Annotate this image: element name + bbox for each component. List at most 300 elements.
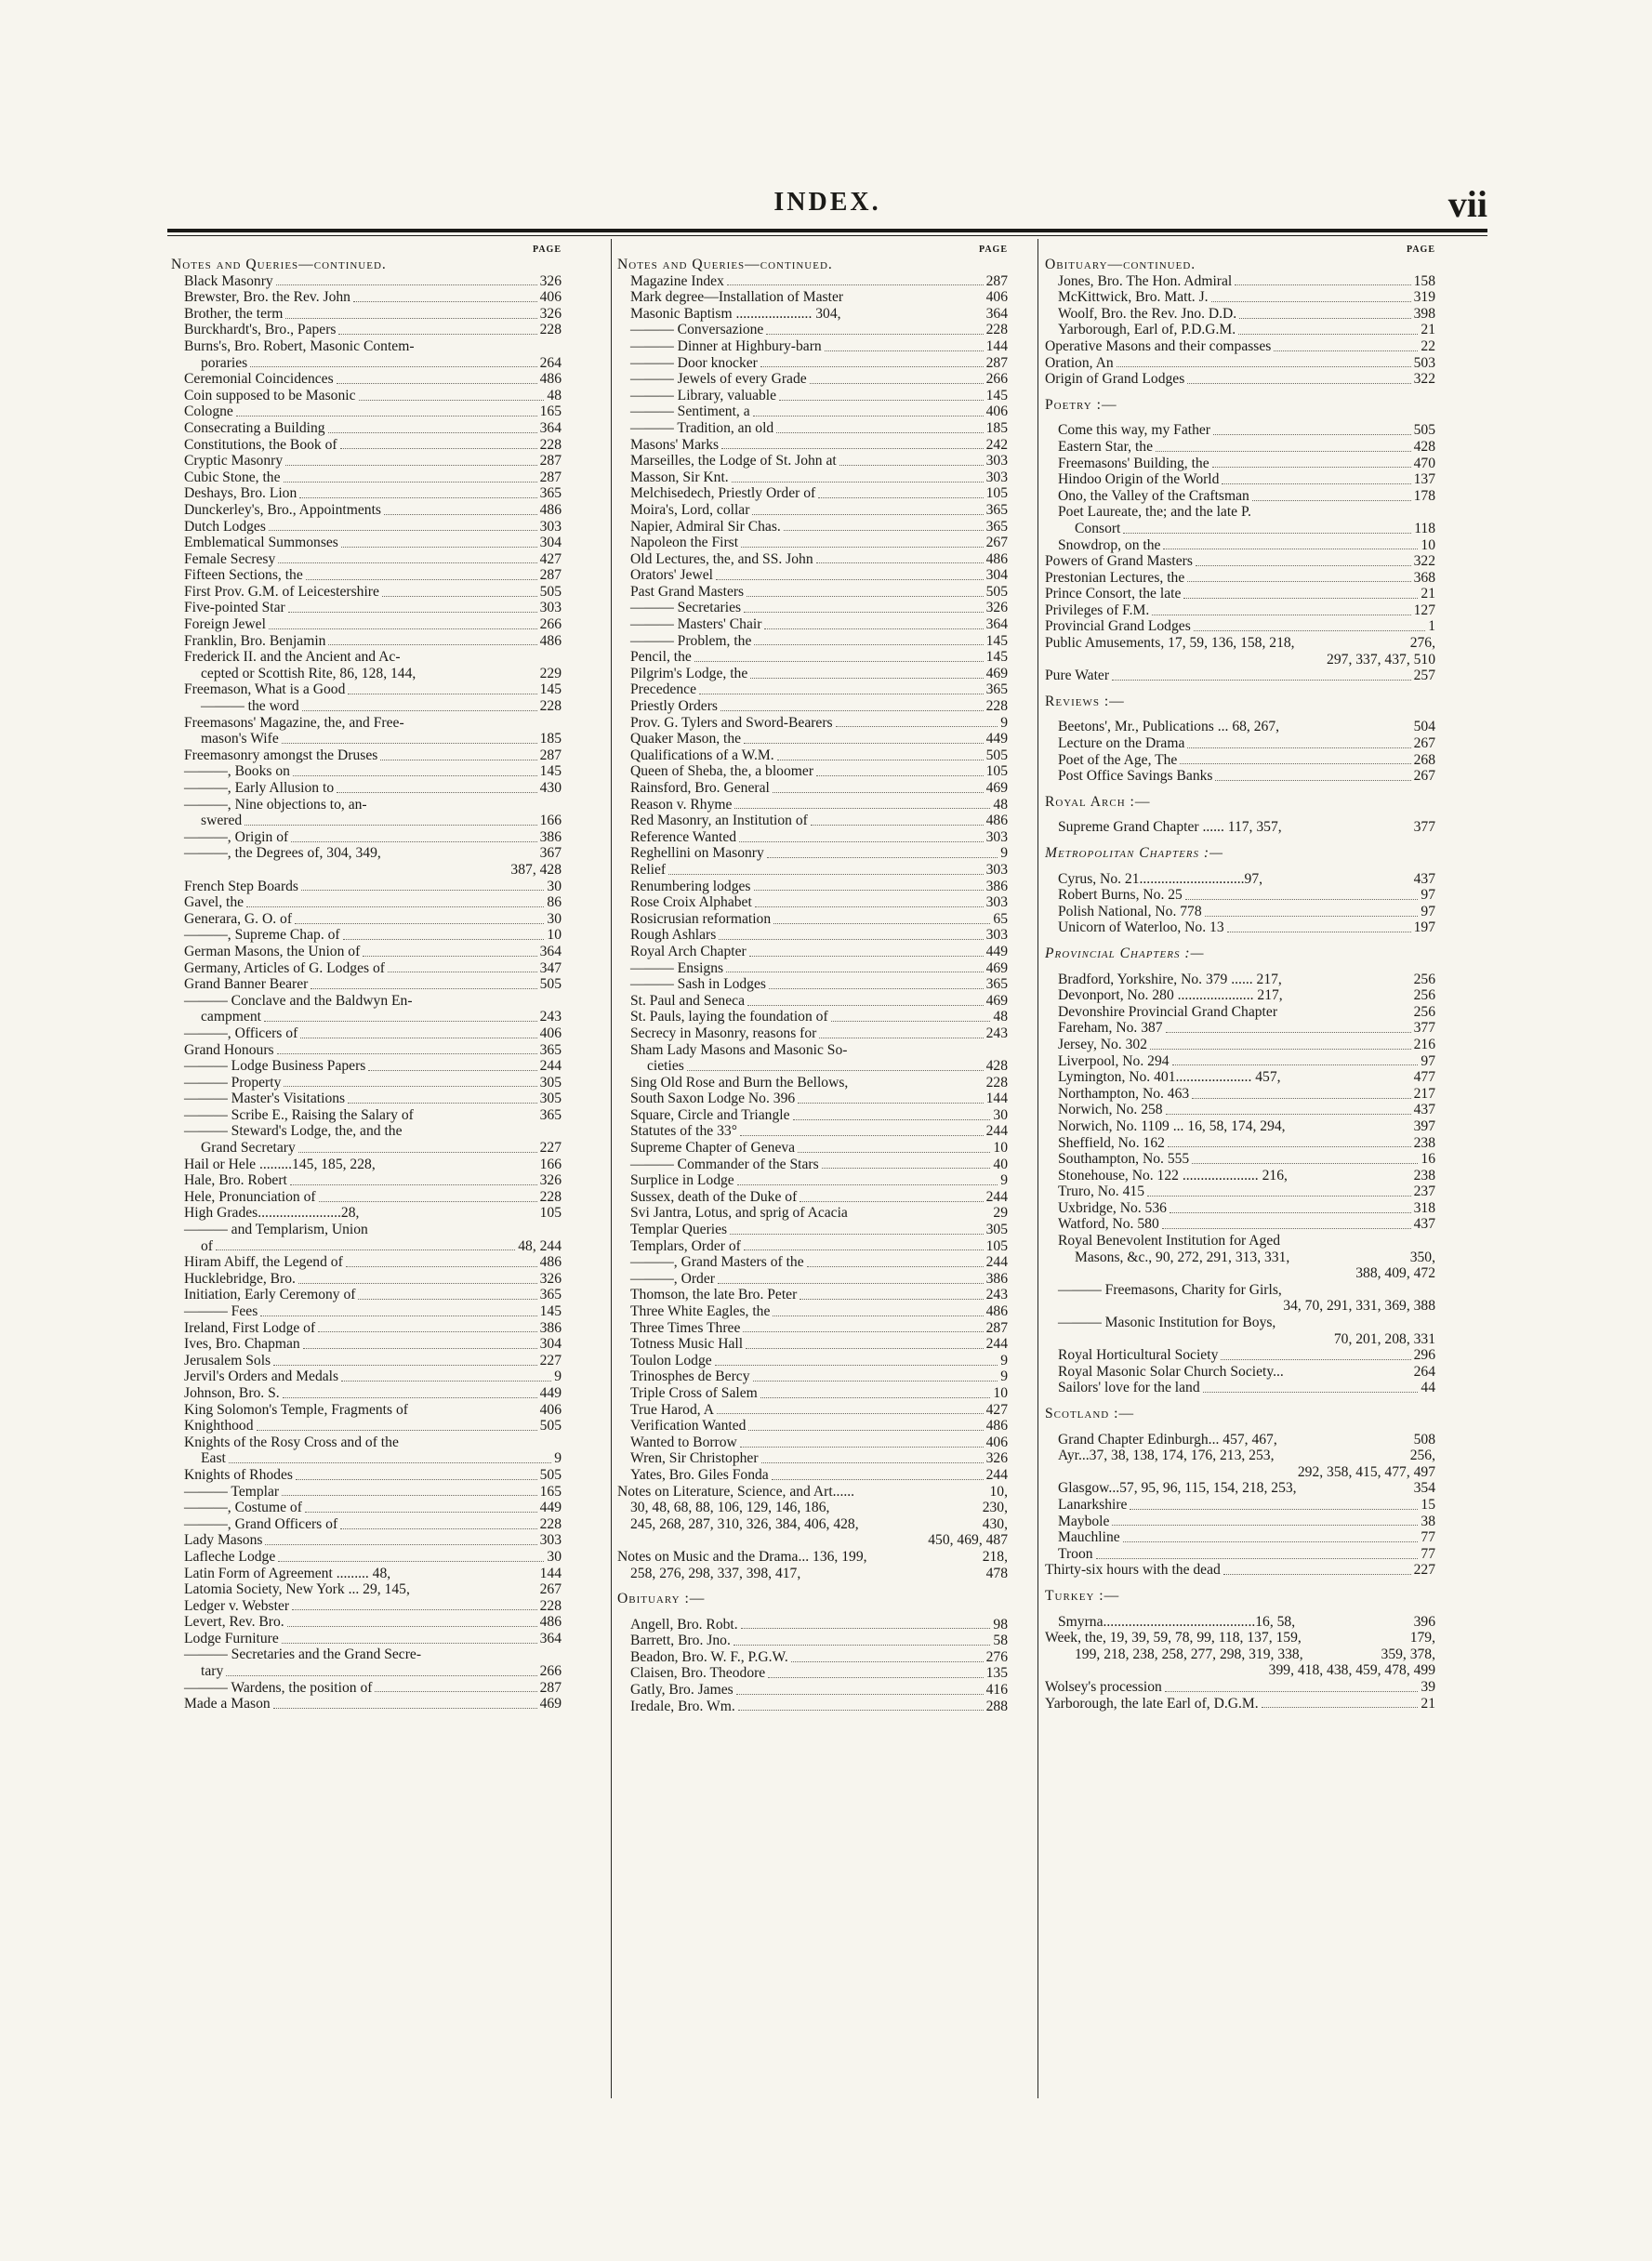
index-entry (171, 1336, 562, 1353)
entry-page-ref: 145 (539, 763, 562, 780)
entry-text: Supreme Grand Chapter ...... 117, 357, (1058, 819, 1282, 836)
index-entry (1045, 1546, 1435, 1563)
dot-leader (413, 1585, 537, 1593)
index-entry (617, 502, 1008, 519)
index-entry (1045, 570, 1435, 587)
index-entry (171, 780, 562, 797)
entry-text: Freemasonry amongst the Druses (184, 747, 378, 763)
entry-text: Deshays, Bro. Lion (184, 485, 297, 502)
dot-leader (1282, 723, 1411, 732)
entry-text: ———, Grand Officers of (184, 1515, 338, 1532)
entry-text: Three White Eagles, the (630, 1303, 771, 1319)
entry-page-ref: 216 (1413, 1036, 1435, 1052)
entry-page-ref: 350, (1409, 1249, 1435, 1265)
dot-leader (767, 849, 998, 858)
dot-leader (302, 702, 537, 711)
entry-text: Lecture on the Drama (1058, 735, 1185, 752)
entry-text: Northampton, No. 463 (1058, 1085, 1190, 1102)
dot-leader (311, 980, 536, 989)
entry-page-ref: 97 (1421, 1052, 1435, 1069)
index-entry (1045, 1331, 1435, 1348)
index-entry (617, 1189, 1008, 1206)
entry-page-ref: 268 (1413, 751, 1435, 768)
entry-text: Operative Masons and their compasses (1045, 337, 1272, 354)
entry-text: Toulon Lodge (630, 1352, 712, 1368)
dot-leader (1166, 1024, 1411, 1033)
entry-text: Freemasons' Magazine, the, and Free- (184, 714, 404, 731)
entry-text: ——— Lodge Business Papers (184, 1058, 366, 1075)
dot-leader (844, 310, 984, 318)
entry-text: Hale, Bro. Robert (184, 1172, 287, 1189)
index-entry (171, 1385, 562, 1402)
entry-page-ref: 9 (554, 1368, 562, 1385)
dot-leader (282, 1634, 537, 1644)
entry-text: Reghellini on Masonry (630, 845, 764, 862)
index-entry (1045, 735, 1435, 752)
entry-page-ref: 469 (539, 1696, 562, 1712)
entry-page-ref: 21 (1421, 586, 1435, 602)
index-column-1 (171, 244, 562, 1712)
entry-page-ref: 218, (982, 1548, 1008, 1565)
entry-text: Supreme Chapter of Geneva (630, 1140, 796, 1157)
index-entry (1045, 752, 1435, 769)
index-entry (617, 1287, 1008, 1303)
entry-page-ref: 287 (539, 1679, 562, 1696)
entry-page-ref: 303 (985, 453, 1008, 469)
entry-page-ref: 97 (1421, 887, 1435, 904)
entry-page-ref: 469 (985, 992, 1008, 1009)
entry-text: Eastern Star, the (1058, 438, 1153, 455)
entry-text: Yarborough, the late Earl of, D.G.M. (1045, 1695, 1259, 1712)
spacer (1045, 1579, 1435, 1588)
spacer (1045, 684, 1435, 694)
dot-leader (740, 1438, 984, 1448)
index-entry (171, 519, 562, 536)
entry-text: ——— Masonic Institution for Boys, (1058, 1315, 1276, 1331)
index-entry (617, 338, 1008, 355)
dot-leader (1304, 1633, 1408, 1642)
entry-text: Mauchline (1058, 1529, 1120, 1546)
entry-text: Brewster, Bro. the Rev. John (184, 289, 350, 306)
entry-page-ref: 508 (1413, 1431, 1435, 1448)
entry-page-ref: 256, (1409, 1448, 1435, 1464)
entry-text: Claisen, Bro. Theodore (630, 1665, 766, 1682)
entry-page-ref: 305 (539, 1074, 562, 1091)
index-entry (1045, 618, 1435, 635)
entry-text: Fareham, No. 387 (1058, 1020, 1163, 1037)
dot-leader (753, 1372, 998, 1382)
index-entry (1045, 1464, 1435, 1481)
index-entry (1045, 1200, 1435, 1217)
entry-text: Lady Masons (184, 1532, 263, 1549)
page-column-label: PAGE (1406, 245, 1435, 255)
index-entry (171, 1222, 562, 1238)
entry-page-ref: 243 (985, 1287, 1008, 1303)
dot-leader (292, 1601, 537, 1610)
index-entry (1045, 1630, 1435, 1646)
entry-text: Constitutions, the Book of (184, 436, 337, 453)
dot-leader (1152, 606, 1410, 615)
entry-page-ref: 217 (1413, 1085, 1435, 1102)
section-heading (617, 257, 1008, 273)
index-entry (617, 1222, 1008, 1238)
dot-leader (803, 1569, 983, 1578)
entry-page-ref: 397 (1413, 1117, 1435, 1134)
entry-text: Liverpool, No. 294 (1058, 1052, 1170, 1069)
dot-leader (257, 1421, 537, 1431)
entry-text: Poet of the Age, The (1058, 751, 1178, 768)
index-entry (171, 1467, 562, 1484)
dot-leader (1221, 1351, 1410, 1360)
entry-page-ref: 238 (1413, 1134, 1435, 1151)
entry-page-ref: 98 (993, 1616, 1008, 1633)
dot-leader (1222, 475, 1410, 484)
entry-page-ref: 406 (985, 403, 1008, 420)
dot-leader (290, 1176, 537, 1185)
entry-text: 199, 218, 238, 258, 277, 298, 319, 338, (1075, 1646, 1303, 1662)
entry-page-ref: 65 (993, 910, 1008, 927)
dot-leader (1166, 1105, 1411, 1115)
index-entry (617, 813, 1008, 829)
entry-text: Emblematical Summonses (184, 535, 338, 551)
entry-page-ref: 304 (985, 567, 1008, 584)
entry-text: ——— Library, valuable (630, 387, 777, 403)
index-entry (617, 666, 1008, 682)
entry-page-ref: 178 (1413, 487, 1435, 504)
dot-leader (857, 1488, 986, 1496)
dot-leader (1156, 443, 1411, 452)
dot-leader (340, 1520, 536, 1529)
entry-text: Ayr...37, 38, 138, 174, 176, 213, 253, (1058, 1448, 1275, 1464)
index-entry (171, 1646, 562, 1663)
entry-page-ref: 9 (1000, 714, 1008, 731)
index-entry (617, 763, 1008, 780)
entry-page-ref: 144 (539, 1565, 562, 1581)
spacer (1045, 1396, 1435, 1406)
index-entry (617, 731, 1008, 747)
dot-leader (1180, 755, 1410, 764)
index-entry (171, 862, 562, 879)
index-entry (1045, 422, 1435, 439)
entry-text: Rosicrusian reformation (630, 910, 772, 927)
index-entry (171, 1091, 562, 1107)
entry-page-ref: 228 (539, 436, 562, 453)
entry-page-ref: 228 (539, 1597, 562, 1614)
index-entry (171, 666, 562, 682)
entry-text: Snowdrop, on the (1058, 536, 1161, 553)
entry-text: McKittwick, Bro. Matt. J. (1058, 289, 1209, 306)
entry-page-ref: 449 (539, 1384, 562, 1401)
spacer (1045, 388, 1435, 397)
entry-page-ref: 267 (1413, 735, 1435, 752)
entry-text: Renumbering lodges (630, 878, 751, 894)
index-entry (617, 1617, 1008, 1633)
entry-page-ref: 365 (985, 976, 1008, 993)
entry-text: ———, Early Allusion to (184, 780, 335, 796)
index-entry (1045, 987, 1435, 1004)
dot-leader (1117, 358, 1411, 367)
entry-page-ref: 396 (1413, 1613, 1435, 1630)
index-entry (1045, 887, 1435, 904)
dot-leader (744, 603, 984, 613)
entry-page-ref: 1 (1428, 618, 1435, 635)
dot-leader (1168, 1138, 1411, 1147)
entry-page-ref: 145 (985, 632, 1008, 649)
dot-leader (744, 734, 984, 744)
index-entry (617, 1336, 1008, 1353)
entry-page-ref: 30 (547, 1548, 562, 1565)
entry-page-ref: 30 (547, 910, 562, 927)
index-entry (171, 1598, 562, 1615)
entry-page-ref: 365 (539, 1106, 562, 1123)
entry-text: ——— Sentiment, a (630, 403, 750, 420)
index-entry (171, 1189, 562, 1206)
spacer (1045, 709, 1435, 719)
dot-leader (851, 1210, 991, 1218)
entry-text: ——— Master's Visitations (184, 1091, 346, 1107)
entry-page-ref: 304 (539, 1336, 562, 1353)
section-heading-text: Notes and Queries—continued. (617, 257, 833, 272)
index-entry (1045, 1265, 1435, 1282)
dot-leader (737, 1176, 998, 1185)
entry-page-ref: 477 (1413, 1069, 1435, 1086)
entry-page-ref: 427 (985, 1401, 1008, 1418)
index-entry (617, 797, 1008, 813)
section-heading (171, 257, 562, 273)
dot-leader (229, 1454, 551, 1463)
entry-page-ref: 406 (539, 1025, 562, 1041)
entry-page-ref: 364 (539, 419, 562, 436)
entry-text: Norwich, No. 1109 ... 16, 58, 174, 294, (1058, 1117, 1286, 1134)
dot-leader (831, 1012, 991, 1022)
entry-page-ref: 386 (539, 1319, 562, 1336)
dot-leader (717, 1405, 984, 1414)
entry-page-ref: 145 (985, 649, 1008, 666)
entry-text: Week, the, 19, 39, 59, 78, 99, 118, 137, 159, (1045, 1630, 1302, 1646)
entry-text: Oration, An (1045, 354, 1114, 371)
index-entry (1045, 652, 1435, 668)
dot-leader (746, 1340, 984, 1349)
index-entry (617, 633, 1008, 650)
dot-leader (1265, 875, 1411, 883)
entry-text: Maybole (1058, 1513, 1110, 1529)
index-entry (171, 437, 562, 454)
index-entry (171, 1271, 562, 1288)
header-rule-thin (167, 235, 1487, 236)
entry-page-ref: 287 (985, 272, 1008, 289)
entry-page-ref: 30 (993, 1106, 1008, 1123)
index-entry (617, 1418, 1008, 1435)
index-entry (617, 600, 1008, 616)
entry-text: Wolsey's procession (1045, 1678, 1162, 1695)
dot-leader (1306, 1650, 1379, 1659)
dot-leader (1252, 492, 1411, 501)
entry-page-ref: 486 (985, 813, 1008, 829)
entry-page-ref: 365 (539, 1041, 562, 1058)
entry-text: Uxbridge, No. 536 (1058, 1199, 1167, 1216)
entry-text: ———, Officers of (184, 1025, 298, 1041)
index-entry (617, 371, 1008, 388)
entry-text: Latomia Society, New York ... 29, 145, (184, 1581, 410, 1598)
entry-page-ref: 276, (1409, 635, 1435, 652)
dot-leader (265, 1536, 536, 1545)
entry-page-ref: 326 (539, 1172, 562, 1189)
index-entry (1045, 1216, 1435, 1233)
entry-text: Cologne (184, 403, 233, 420)
index-entry (171, 1075, 562, 1091)
index-entry (617, 1532, 1008, 1549)
entry-text: Five-pointed Star (184, 600, 285, 616)
entry-page-ref: 144 (985, 1091, 1008, 1107)
index-entry (171, 355, 562, 372)
section-heading-text: Metropolitan Chapters :— (1045, 845, 1223, 861)
section-heading-text: Turkey :— (1045, 1587, 1120, 1604)
dot-leader (747, 588, 983, 597)
entry-text: Prince Consort, the late (1045, 586, 1182, 602)
entry-text: ——— Commander of the Stars (630, 1156, 819, 1172)
entry-text: ——— Ensigns (630, 959, 724, 976)
entry-text: Privileges of F.M. (1045, 602, 1150, 618)
entry-text: Black Masonry (184, 272, 273, 289)
entry-text: Svi Jantra, Lotus, and sprig of Acacia (630, 1205, 848, 1222)
index-entry (617, 567, 1008, 584)
entry-text: Hail or Hele .........145, 185, 228, (184, 1156, 376, 1172)
entry-page-ref: 48 (547, 387, 562, 403)
entry-page-ref: 228 (539, 322, 562, 338)
dot-leader (418, 669, 536, 678)
entry-text: 245, 268, 287, 310, 326, 384, 406, 428, (630, 1515, 859, 1532)
entry-page-ref: 266 (539, 1663, 562, 1680)
entry-page-ref: 387, 428 (510, 861, 562, 878)
index-entry (1045, 1662, 1435, 1679)
dot-leader (1061, 1667, 1266, 1675)
section-heading-text: Royal Arch :— (1045, 793, 1151, 810)
dot-leader (760, 358, 984, 367)
index-entry (1045, 586, 1435, 602)
entry-text: Royal Arch Chapter (630, 943, 747, 959)
index-entry (1045, 488, 1435, 505)
entry-page-ref: 365 (985, 501, 1008, 518)
index-entry (171, 273, 562, 290)
dot-leader (328, 636, 536, 645)
entry-text: Triple Cross of Salem (630, 1384, 758, 1401)
dot-leader (244, 816, 536, 826)
entry-page-ref: 287 (985, 354, 1008, 371)
index-entry (1045, 1037, 1435, 1053)
index-entry (171, 1353, 562, 1369)
index-entry (1045, 456, 1435, 472)
dot-leader (846, 293, 984, 301)
dot-leader (287, 1618, 537, 1627)
index-entry (1045, 306, 1435, 323)
entry-page-ref: 244 (985, 1336, 1008, 1353)
index-column-3 (1045, 244, 1435, 1712)
entry-page-ref: 428 (1413, 438, 1435, 455)
dot-leader (1061, 1302, 1280, 1311)
index-entry (171, 306, 562, 323)
dot-leader (1212, 458, 1411, 468)
dot-leader (269, 620, 537, 629)
entry-text: Wren, Sir Christopher (630, 1450, 759, 1467)
dot-leader (1239, 310, 1410, 319)
entry-text: Come this way, my Father (1058, 422, 1211, 439)
index-entry (1045, 904, 1435, 920)
dot-leader (348, 1094, 536, 1104)
index-entry (1045, 537, 1435, 554)
entry-page-ref: 486 (985, 1303, 1008, 1319)
index-entry (171, 1205, 562, 1222)
index-entry (617, 403, 1008, 420)
entry-page-ref: 486 (985, 550, 1008, 567)
index-entry (171, 1123, 562, 1140)
entry-text: Grand Banner Bearer (184, 976, 309, 993)
dot-leader (755, 898, 984, 907)
entry-page-ref: 505 (539, 1418, 562, 1435)
entry-text: Bradford, Yorkshire, No. 379 ...... 217, (1058, 971, 1282, 987)
dot-leader (754, 636, 983, 645)
index-entry (617, 681, 1008, 698)
index-entry (617, 944, 1008, 960)
dot-leader (769, 980, 984, 989)
dot-leader (348, 685, 536, 694)
section-heading (1045, 845, 1435, 862)
spacer (617, 1581, 1008, 1591)
entry-page-ref: 303 (539, 518, 562, 535)
index-entry (617, 1205, 1008, 1222)
entry-page-ref: 478 (985, 1565, 1008, 1581)
entry-text: Templar Queries (630, 1222, 728, 1238)
entry-text: Burns's, Bro. Robert, Masonic Contem- (184, 337, 415, 354)
entry-text: Norwich, No. 258 (1058, 1102, 1163, 1118)
entry-page-ref: 29 (993, 1205, 1008, 1222)
dot-leader (187, 866, 508, 874)
entry-text: Stonehouse, No. 122 ..................... 216, (1058, 1167, 1288, 1183)
entry-page-ref: 15 (1421, 1496, 1435, 1513)
section-heading (1045, 945, 1435, 962)
entry-page-ref: 256 (1413, 971, 1435, 987)
dot-leader (346, 1258, 537, 1267)
index-entry (171, 944, 562, 960)
index-entry (1045, 1448, 1435, 1464)
index-entry (171, 894, 562, 911)
index-entry (171, 469, 562, 486)
dot-leader (741, 1620, 991, 1629)
entry-page-ref: 105 (985, 485, 1008, 502)
index-entry (1045, 504, 1435, 521)
entry-page-ref: 368 (1413, 569, 1435, 586)
entry-page-ref: 364 (985, 305, 1008, 322)
entry-text: ——— Templar (184, 1483, 280, 1500)
index-entry (1045, 1135, 1435, 1152)
entry-page-ref: 179, (1409, 1630, 1435, 1646)
entry-page-ref: 118 (1414, 520, 1435, 536)
entry-text: ——— Problem, the (630, 632, 752, 649)
index-entry (171, 1663, 562, 1680)
dot-leader (1163, 540, 1418, 549)
index-entry (171, 1418, 562, 1435)
dot-leader (839, 456, 984, 466)
index-entries (617, 257, 1008, 1714)
dot-leader (306, 571, 537, 580)
page-column-label: PAGE (532, 245, 562, 255)
entry-page-ref: 228 (985, 1074, 1008, 1091)
dot-leader (1061, 1335, 1331, 1343)
entry-text: Generara, G. O. of (184, 910, 293, 927)
index-entry (617, 1140, 1008, 1157)
dot-leader (807, 1258, 984, 1267)
index-entry (617, 927, 1008, 944)
dot-leader (1292, 1253, 1407, 1262)
